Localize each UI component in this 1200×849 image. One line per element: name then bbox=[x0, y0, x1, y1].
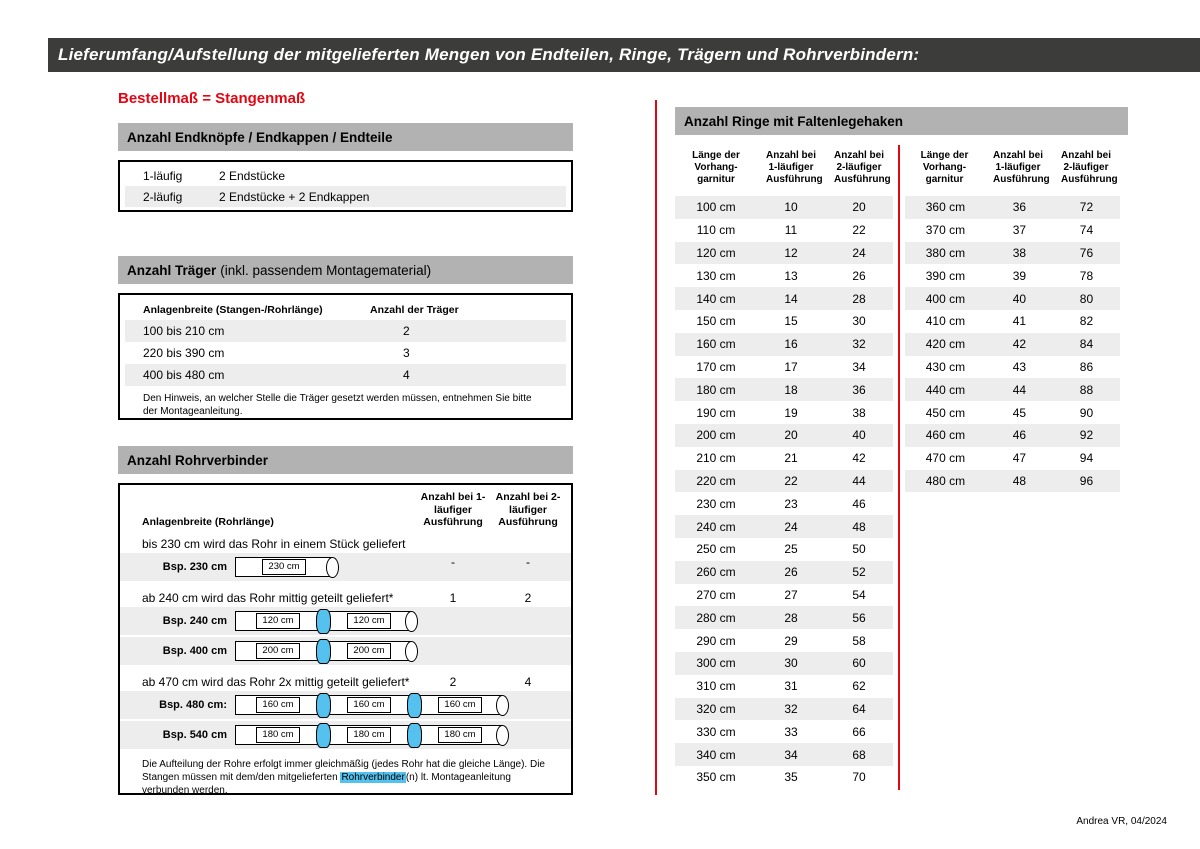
section-title: Anzahl Träger bbox=[127, 262, 217, 278]
table-row bbox=[125, 364, 566, 386]
column-header-laenge: Länge der Vorhang-garnitur bbox=[920, 150, 969, 185]
example-row bbox=[120, 721, 571, 749]
table-row bbox=[905, 424, 1120, 447]
ring-table-right-body bbox=[905, 196, 1120, 492]
endteile-table-body bbox=[125, 165, 566, 207]
table-row bbox=[675, 720, 893, 743]
table-row bbox=[905, 470, 1120, 493]
ring-count-2laeufig: 52 bbox=[852, 565, 866, 580]
ring-count-2laeufig: 58 bbox=[852, 633, 866, 648]
tube-diagram bbox=[235, 723, 509, 748]
tube-connector bbox=[316, 723, 331, 748]
tube-diagram bbox=[235, 557, 339, 578]
table-row bbox=[125, 320, 566, 342]
tube-endcap bbox=[496, 725, 509, 746]
column-header-1laeufig: Anzahl bei 1-läufiger Ausführung bbox=[993, 150, 1050, 185]
ring-count-2laeufig: 84 bbox=[1079, 337, 1094, 352]
ring-count-1laeufig: 11 bbox=[784, 223, 798, 238]
table-row bbox=[675, 675, 893, 698]
column-header-1laeufig: Anzahl bei 1-läufiger Ausführung bbox=[766, 150, 823, 185]
ring-table-left-body bbox=[675, 196, 893, 789]
table-row bbox=[675, 492, 893, 515]
table-row bbox=[675, 401, 893, 424]
group-value-1: 1 bbox=[449, 591, 457, 605]
table-row bbox=[905, 333, 1120, 356]
ring-length: 360 cm bbox=[925, 200, 966, 215]
tube-segment bbox=[235, 611, 321, 631]
section-title: Anzahl Rohrverbinder bbox=[127, 452, 269, 468]
ring-count-2laeufig: 94 bbox=[1079, 451, 1094, 466]
row-anzahl: 2 bbox=[403, 324, 410, 338]
group-text: bis 230 cm wird das Rohr in einem Stück geliefert bbox=[142, 537, 406, 551]
ring-count-2laeufig: 30 bbox=[852, 314, 866, 329]
ring-length: 430 cm bbox=[925, 359, 966, 374]
ring-count-2laeufig: 24 bbox=[852, 245, 866, 260]
ring-length: 280 cm bbox=[696, 610, 736, 625]
group-value-2: - bbox=[526, 555, 530, 569]
ring-count-2laeufig: 90 bbox=[1079, 405, 1094, 420]
tube-segment bbox=[235, 557, 333, 577]
row-label: 1-läufig bbox=[143, 168, 183, 183]
ring-count-1laeufig: 16 bbox=[784, 337, 798, 352]
row-anzahl: 4 bbox=[403, 368, 410, 382]
table-row bbox=[905, 356, 1120, 379]
group-value-2: 2 bbox=[524, 591, 532, 605]
segment-length: 120 cm bbox=[347, 613, 390, 629]
ring-length: 250 cm bbox=[696, 542, 736, 557]
ring-count-2laeufig: 72 bbox=[1079, 200, 1094, 215]
tube-connector bbox=[316, 693, 331, 718]
segment-length: 200 cm bbox=[256, 643, 299, 659]
ring-length: 320 cm bbox=[696, 701, 736, 716]
tube-diagram bbox=[235, 693, 509, 718]
ring-count-1laeufig: 13 bbox=[784, 268, 798, 283]
table-row bbox=[905, 287, 1120, 310]
table-row bbox=[125, 342, 566, 364]
ring-length: 130 cm bbox=[696, 268, 736, 283]
table-row bbox=[675, 264, 893, 287]
ring-count-1laeufig: 25 bbox=[784, 542, 798, 557]
segment-length: 180 cm bbox=[256, 727, 299, 743]
table-row bbox=[675, 515, 893, 538]
table-row bbox=[675, 196, 893, 219]
table-row bbox=[675, 561, 893, 584]
ring-count-2laeufig: 92 bbox=[1079, 428, 1094, 443]
table-row bbox=[675, 652, 893, 675]
traeger-table-body bbox=[125, 320, 566, 386]
rohrverbinder-table bbox=[118, 483, 573, 795]
table-row bbox=[675, 287, 893, 310]
ring-length: 160 cm bbox=[696, 337, 736, 352]
ring-length: 120 cm bbox=[696, 245, 736, 260]
tube-segment bbox=[417, 695, 503, 715]
ring-count-2laeufig: 48 bbox=[852, 519, 866, 534]
ring-length: 140 cm bbox=[696, 291, 736, 306]
divider-line-vertical bbox=[898, 145, 900, 790]
segment-length: 180 cm bbox=[347, 727, 390, 743]
segment-length: 230 cm bbox=[262, 559, 305, 575]
example-row bbox=[120, 637, 571, 665]
traeger-table bbox=[118, 293, 573, 420]
segment-length: 200 cm bbox=[347, 643, 390, 659]
example-label: Bsp. 400 cm bbox=[162, 645, 227, 657]
table-row bbox=[905, 196, 1120, 219]
ring-count-1laeufig: 32 bbox=[784, 701, 798, 716]
note-highlight: Rohrverbinder bbox=[341, 772, 405, 783]
ring-count-1laeufig: 42 bbox=[1012, 337, 1027, 352]
table-row bbox=[125, 186, 566, 207]
ring-count-1laeufig: 12 bbox=[784, 245, 798, 260]
rohr-group-row bbox=[120, 589, 571, 607]
tube-segment bbox=[326, 641, 412, 661]
page-title: Lieferumfang/Aufstellung der mitgelieferten Mengen von Endteilen, Ringe, Trägern und Rohrverbindern: bbox=[58, 45, 920, 64]
table-row bbox=[125, 165, 566, 186]
section-header-traeger bbox=[118, 256, 573, 284]
ring-count-1laeufig: 41 bbox=[1012, 314, 1027, 329]
ring-length: 110 cm bbox=[696, 223, 736, 238]
ring-length: 450 cm bbox=[925, 405, 966, 420]
example-label: Bsp. 540 cm bbox=[162, 729, 227, 741]
group-value-1: 2 bbox=[449, 675, 457, 689]
ring-length: 190 cm bbox=[696, 405, 736, 420]
ring-count-2laeufig: 32 bbox=[852, 337, 866, 352]
table-row bbox=[675, 584, 893, 607]
ring-count-2laeufig: 86 bbox=[1079, 359, 1094, 374]
table-row bbox=[905, 264, 1120, 287]
segment-length: 120 cm bbox=[256, 613, 299, 629]
ring-length: 470 cm bbox=[925, 451, 966, 466]
ring-count-2laeufig: 20 bbox=[852, 200, 866, 215]
ring-length: 330 cm bbox=[696, 724, 736, 739]
tube-endcap bbox=[405, 611, 418, 632]
table-row bbox=[905, 378, 1120, 401]
tube-diagram bbox=[235, 609, 418, 634]
ring-length: 310 cm bbox=[696, 679, 736, 694]
ring-length: 400 cm bbox=[925, 291, 966, 306]
column-header-breite: Anlagenbreite (Stangen-/Rohrlänge) bbox=[143, 304, 323, 316]
table-row bbox=[675, 743, 893, 766]
ring-count-2laeufig: 66 bbox=[852, 724, 866, 739]
ring-count-1laeufig: 40 bbox=[1012, 291, 1027, 306]
ring-length: 230 cm bbox=[696, 496, 736, 511]
ring-count-1laeufig: 17 bbox=[784, 359, 798, 374]
ring-table-left bbox=[675, 148, 893, 789]
table-row bbox=[675, 219, 893, 242]
ring-count-1laeufig: 23 bbox=[784, 496, 798, 511]
ring-length: 170 cm bbox=[696, 359, 736, 374]
column-header-anzahl: Anzahl der Träger bbox=[370, 304, 459, 316]
tube-endcap bbox=[326, 557, 339, 578]
ring-count-1laeufig: 36 bbox=[1012, 200, 1027, 215]
tube-endcap bbox=[405, 641, 418, 662]
tube-segment bbox=[235, 641, 321, 661]
example-row bbox=[120, 607, 571, 635]
ring-count-1laeufig: 35 bbox=[784, 770, 798, 785]
ring-count-2laeufig: 36 bbox=[852, 382, 866, 397]
ring-length: 290 cm bbox=[696, 633, 736, 648]
ring-count-1laeufig: 19 bbox=[784, 405, 798, 420]
segment-length: 160 cm bbox=[256, 697, 299, 713]
tube-endcap bbox=[496, 695, 509, 716]
row-breite: 220 bis 390 cm bbox=[143, 346, 225, 360]
ring-length: 300 cm bbox=[696, 656, 736, 671]
example-label: Bsp. 480 cm: bbox=[159, 699, 227, 711]
ring-count-1laeufig: 22 bbox=[784, 473, 798, 488]
tube-connector bbox=[407, 693, 422, 718]
rohr-group-row bbox=[120, 673, 571, 691]
ring-count-2laeufig: 70 bbox=[852, 770, 866, 785]
note-text: Die Aufteilung der Rohre erfolgt immer gleichmäßig (jedes Rohr hat die gleiche Länge). Die Stangen müssen mit dem/den mitgelieferten bbox=[142, 759, 545, 783]
section-header-endteile bbox=[118, 123, 573, 151]
segment-length: 180 cm bbox=[438, 727, 481, 743]
ring-count-1laeufig: 33 bbox=[784, 724, 798, 739]
ring-table-header bbox=[675, 148, 893, 196]
ring-length: 210 cm bbox=[696, 451, 736, 466]
ring-count-1laeufig: 18 bbox=[784, 382, 798, 397]
section-header-rohrverbinder bbox=[118, 446, 573, 474]
ring-count-1laeufig: 14 bbox=[784, 291, 798, 306]
ring-count-1laeufig: 26 bbox=[784, 565, 798, 580]
ring-count-1laeufig: 30 bbox=[784, 656, 798, 671]
ring-count-2laeufig: 82 bbox=[1079, 314, 1094, 329]
section-title: Anzahl Ringe mit Faltenlegehaken bbox=[684, 113, 904, 129]
ring-count-2laeufig: 68 bbox=[852, 747, 866, 762]
column-header-2laeufig: Anzahl bei 2-läufiger Ausführung bbox=[834, 150, 891, 185]
segment-length: 160 cm bbox=[438, 697, 481, 713]
ring-count-1laeufig: 31 bbox=[784, 679, 798, 694]
ring-count-1laeufig: 28 bbox=[784, 610, 798, 625]
table-row bbox=[675, 447, 893, 470]
table-row bbox=[675, 424, 893, 447]
table-row bbox=[675, 606, 893, 629]
ring-length: 150 cm bbox=[696, 314, 736, 329]
ring-count-2laeufig: 44 bbox=[852, 473, 866, 488]
ring-count-1laeufig: 20 bbox=[784, 428, 798, 443]
ring-count-2laeufig: 62 bbox=[852, 679, 866, 694]
table-row bbox=[675, 242, 893, 265]
ring-length: 270 cm bbox=[696, 587, 736, 602]
ring-count-1laeufig: 44 bbox=[1012, 382, 1027, 397]
column-header-2laeufig: Anzahl bei 2-läufiger Ausführung bbox=[495, 491, 561, 529]
ring-table-header bbox=[905, 148, 1120, 196]
example-row bbox=[120, 691, 571, 719]
table-row bbox=[675, 766, 893, 789]
group-text: ab 470 cm wird das Rohr 2x mittig geteilt geliefert* bbox=[142, 675, 410, 689]
ring-count-1laeufig: 29 bbox=[784, 633, 798, 648]
endteile-table bbox=[118, 160, 573, 212]
tube-segment bbox=[326, 611, 412, 631]
row-label: 2-läufig bbox=[143, 189, 183, 204]
ring-count-2laeufig: 96 bbox=[1079, 473, 1094, 488]
ring-length: 410 cm bbox=[925, 314, 966, 329]
segment-length: 160 cm bbox=[347, 697, 390, 713]
table-row bbox=[675, 333, 893, 356]
ring-count-2laeufig: 40 bbox=[852, 428, 866, 443]
ring-count-2laeufig: 78 bbox=[1079, 268, 1094, 283]
ring-count-2laeufig: 34 bbox=[852, 359, 866, 374]
ring-count-2laeufig: 42 bbox=[852, 451, 866, 466]
ring-count-2laeufig: 26 bbox=[852, 268, 866, 283]
tube-diagram bbox=[235, 639, 418, 664]
ring-count-2laeufig: 80 bbox=[1079, 291, 1094, 306]
column-header-laenge: Länge der Vorhang-garnitur bbox=[692, 150, 740, 185]
ring-count-1laeufig: 39 bbox=[1012, 268, 1027, 283]
row-value: 2 Endstücke bbox=[219, 168, 286, 183]
column-header-1laeufig: Anzahl bei 1-läufiger Ausführung bbox=[420, 491, 486, 529]
column-header-rohrlaenge: Anlagenbreite (Rohrlänge) bbox=[142, 516, 274, 528]
section-subtitle: (inkl. passendem Montagematerial) bbox=[220, 262, 432, 278]
divider-line-vertical bbox=[655, 100, 657, 795]
credit-note: Andrea VR, 04/2024 bbox=[1076, 816, 1167, 827]
ring-length: 480 cm bbox=[925, 473, 966, 488]
ring-length: 240 cm bbox=[696, 519, 736, 534]
group-value-1: - bbox=[451, 555, 455, 569]
example-label: Bsp. 240 cm bbox=[162, 615, 227, 627]
example-label: Bsp. 230 cm bbox=[162, 561, 227, 573]
ring-count-2laeufig: 76 bbox=[1079, 245, 1094, 260]
ring-length: 390 cm bbox=[925, 268, 966, 283]
ring-count-1laeufig: 46 bbox=[1012, 428, 1027, 443]
ring-count-1laeufig: 47 bbox=[1012, 451, 1027, 466]
ring-count-2laeufig: 64 bbox=[852, 701, 866, 716]
ring-count-1laeufig: 45 bbox=[1012, 405, 1027, 420]
order-size-note: Bestellmaß = Stangenmaß bbox=[118, 90, 306, 107]
ring-count-1laeufig: 38 bbox=[1012, 245, 1027, 260]
ring-count-1laeufig: 24 bbox=[784, 519, 798, 534]
ring-length: 100 cm bbox=[696, 200, 736, 215]
ring-count-2laeufig: 22 bbox=[852, 223, 866, 238]
ring-count-2laeufig: 50 bbox=[852, 542, 866, 557]
ring-count-1laeufig: 48 bbox=[1012, 473, 1027, 488]
ring-length: 180 cm bbox=[696, 382, 736, 397]
table-row bbox=[905, 310, 1120, 333]
group-value-2: 4 bbox=[524, 675, 532, 689]
table-row bbox=[905, 242, 1120, 265]
page-title-bar bbox=[48, 38, 1200, 72]
tube-segment bbox=[326, 725, 412, 745]
rohrverbinder-table-header bbox=[120, 485, 571, 531]
row-value: 2 Endstücke + 2 Endkappen bbox=[219, 189, 370, 204]
table-row bbox=[905, 447, 1120, 470]
ring-count-1laeufig: 10 bbox=[784, 200, 798, 215]
ring-length: 220 cm bbox=[696, 473, 736, 488]
table-row bbox=[905, 401, 1120, 424]
row-breite: 400 bis 480 cm bbox=[143, 368, 225, 382]
ring-count-2laeufig: 54 bbox=[852, 587, 866, 602]
ring-length: 340 cm bbox=[696, 747, 736, 762]
tube-connector bbox=[316, 609, 331, 634]
ring-length: 350 cm bbox=[696, 770, 736, 785]
ring-length: 260 cm bbox=[696, 565, 736, 580]
table-row bbox=[675, 698, 893, 721]
ring-length: 380 cm bbox=[925, 245, 966, 260]
ring-length: 440 cm bbox=[925, 382, 966, 397]
table-row bbox=[675, 356, 893, 379]
ring-count-2laeufig: 60 bbox=[852, 656, 866, 671]
tube-connector bbox=[316, 639, 331, 664]
ring-count-2laeufig: 74 bbox=[1079, 223, 1094, 238]
ring-count-2laeufig: 56 bbox=[852, 610, 866, 625]
ring-count-1laeufig: 21 bbox=[784, 451, 798, 466]
table-row bbox=[675, 470, 893, 493]
tube-segment bbox=[417, 725, 503, 745]
ring-table-right bbox=[905, 148, 1120, 492]
ring-count-1laeufig: 15 bbox=[784, 314, 798, 329]
tube-connector bbox=[407, 723, 422, 748]
ring-count-1laeufig: 37 bbox=[1012, 223, 1027, 238]
ring-length: 370 cm bbox=[925, 223, 966, 238]
tube-segment bbox=[235, 725, 321, 745]
traeger-table-header bbox=[125, 300, 566, 320]
section-title: Anzahl Endknöpfe / Endkappen / Endteile bbox=[127, 129, 393, 145]
table-row bbox=[905, 219, 1120, 242]
section-header-ringe bbox=[675, 107, 1128, 135]
ring-length: 420 cm bbox=[925, 337, 966, 352]
ring-length: 460 cm bbox=[925, 428, 966, 443]
note-text: (n) lt. Montageanleitung verbunden werden. bbox=[142, 772, 511, 796]
ring-length: 200 cm bbox=[696, 428, 736, 443]
ring-count-2laeufig: 46 bbox=[852, 496, 866, 511]
tube-segment bbox=[326, 695, 412, 715]
table-row bbox=[675, 310, 893, 333]
ring-count-1laeufig: 27 bbox=[784, 587, 798, 602]
ring-count-1laeufig: 34 bbox=[784, 747, 798, 762]
table-row bbox=[675, 629, 893, 652]
table-row bbox=[675, 538, 893, 561]
row-breite: 100 bis 210 cm bbox=[143, 324, 225, 338]
ring-count-1laeufig: 43 bbox=[1012, 359, 1027, 374]
group-text: ab 240 cm wird das Rohr mittig geteilt geliefert* bbox=[142, 591, 394, 605]
rohrverbinder-note bbox=[142, 758, 549, 797]
column-header-2laeufig: Anzahl bei 2-läufiger Ausführung bbox=[1061, 150, 1118, 185]
ring-count-2laeufig: 88 bbox=[1079, 382, 1094, 397]
ring-count-2laeufig: 38 bbox=[852, 405, 866, 420]
ring-count-2laeufig: 28 bbox=[852, 291, 866, 306]
traeger-note: Den Hinweis, an welcher Stelle die Träger gesetzt werden müssen, entnehmen Sie bitte der Montageanleitung. bbox=[143, 393, 532, 417]
tube-segment bbox=[235, 695, 321, 715]
table-row bbox=[675, 378, 893, 401]
row-anzahl: 3 bbox=[403, 346, 410, 360]
